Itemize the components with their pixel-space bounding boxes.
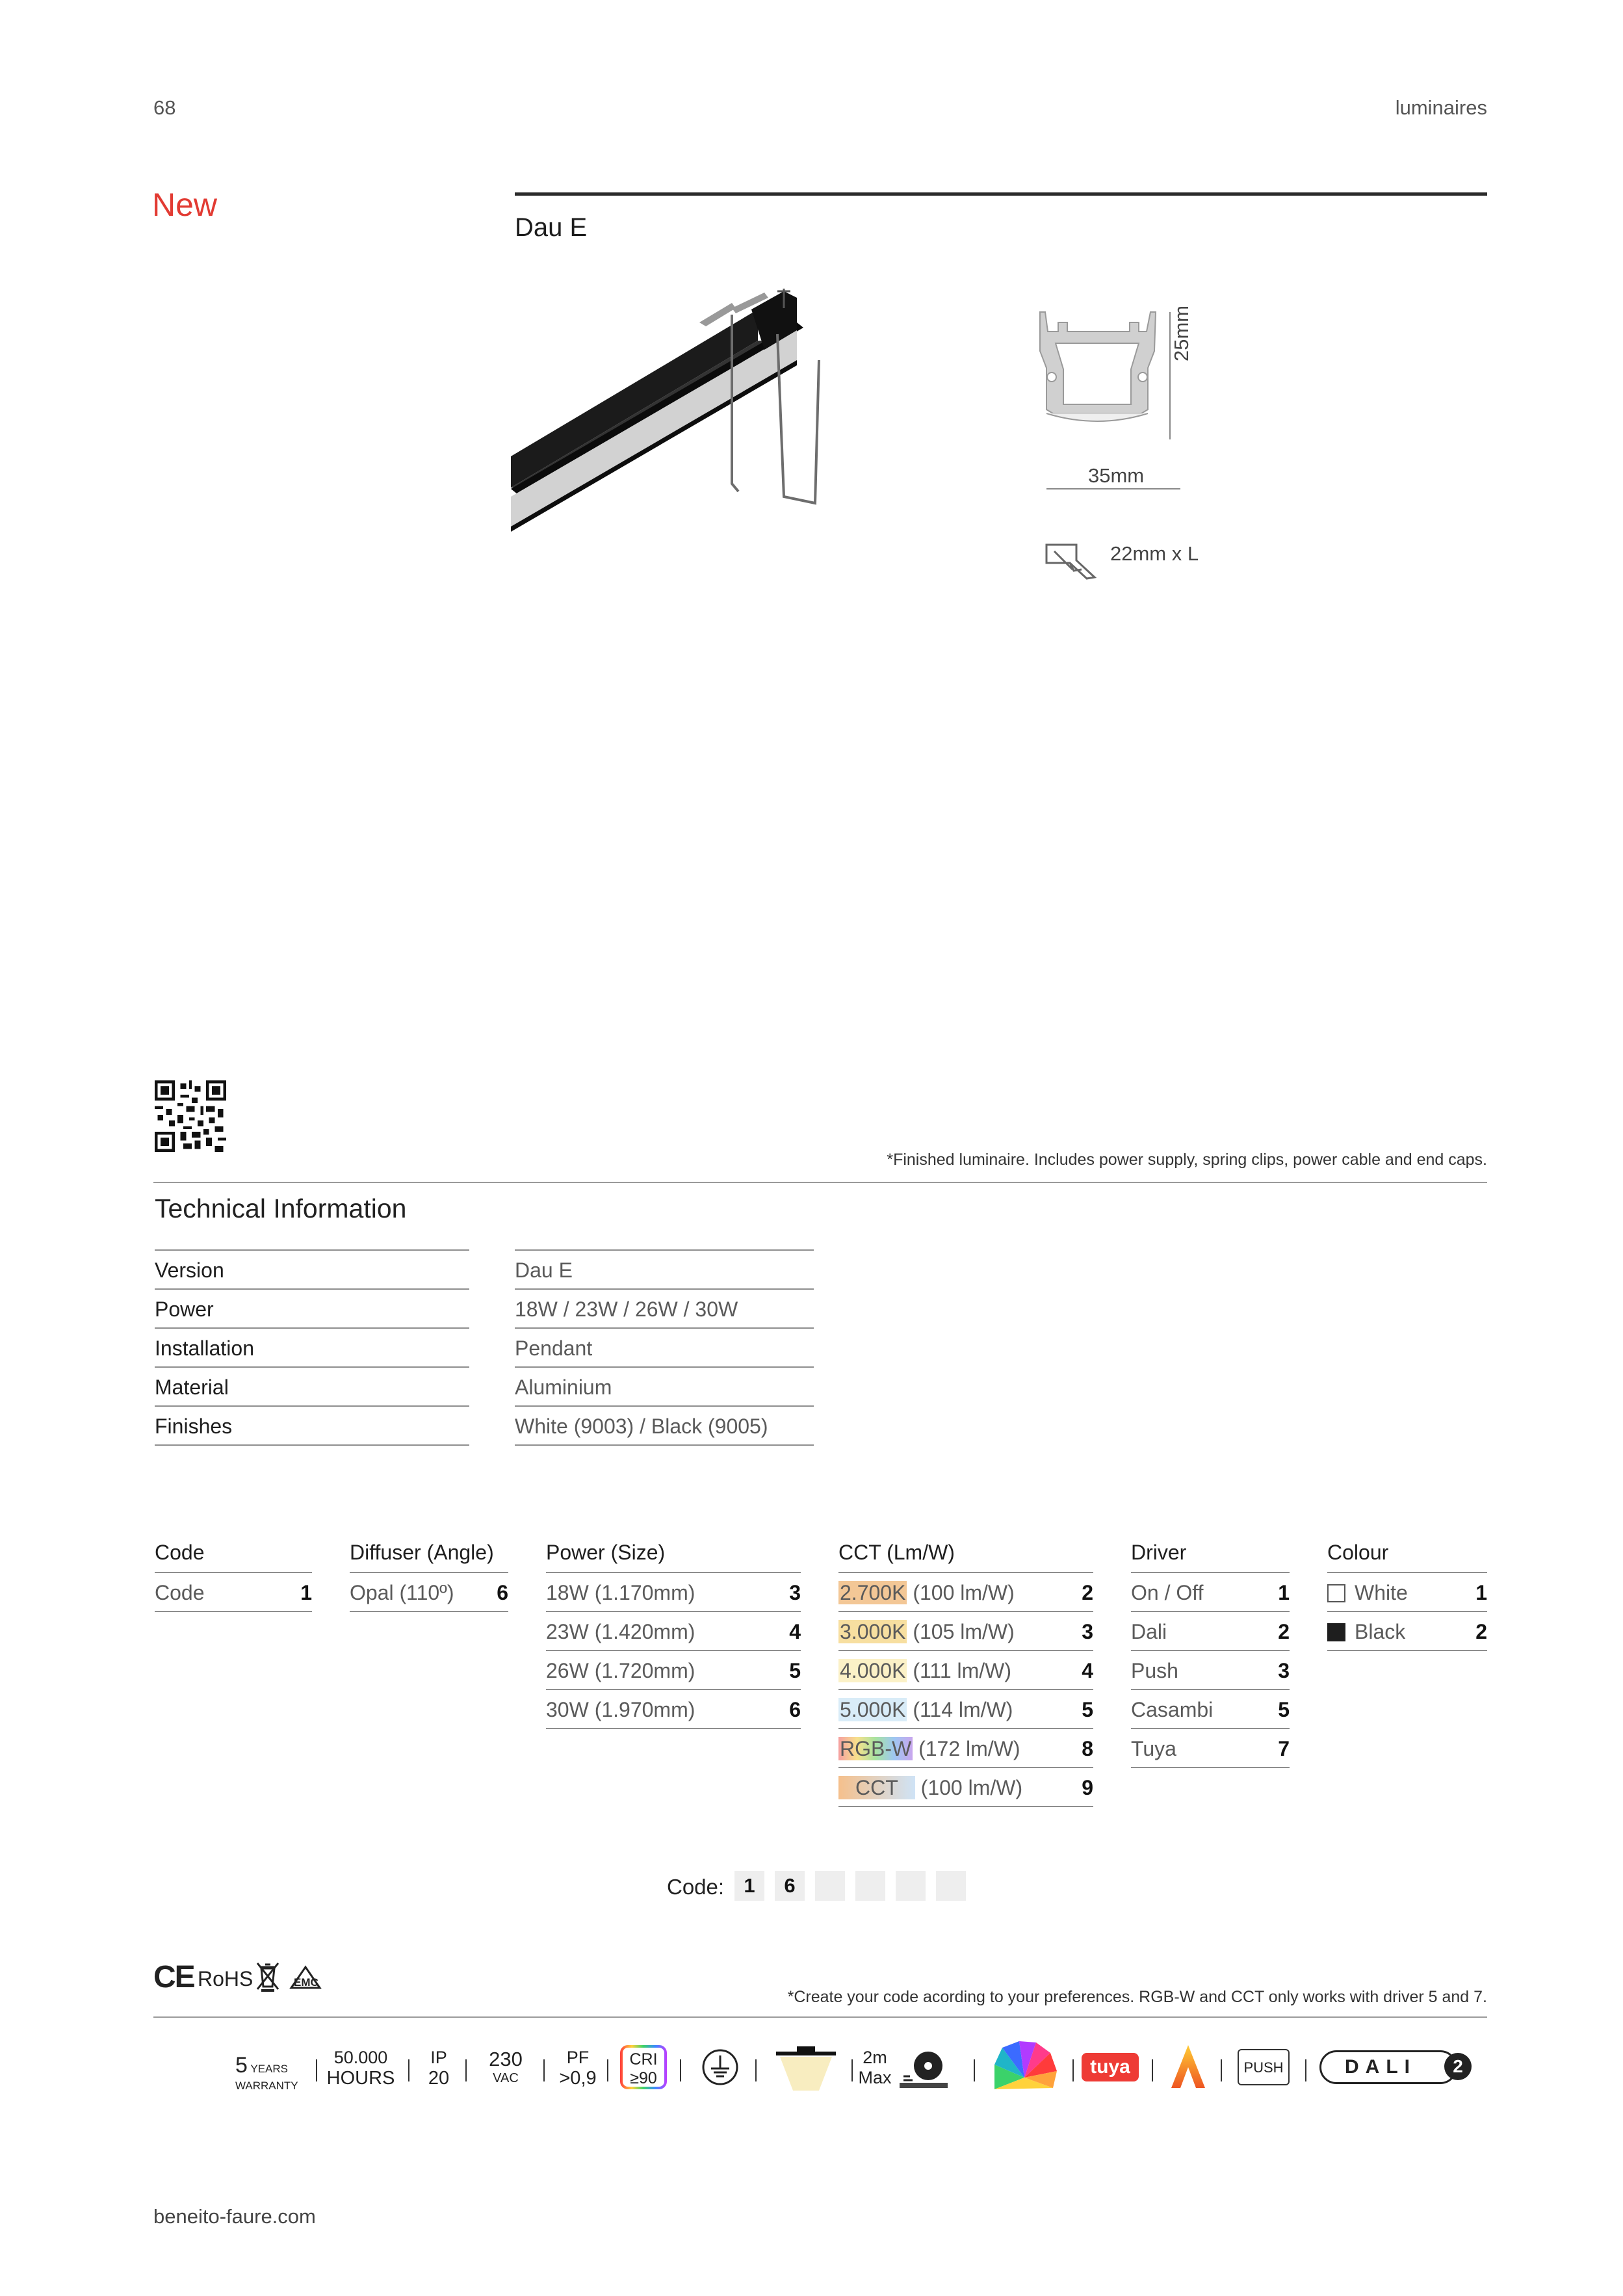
cct-option[interactable]	[838, 1767, 1093, 1806]
spec-label-finishes: Finishes	[155, 1405, 469, 1444]
option-label: Black	[1355, 1620, 1406, 1643]
option-number: 4	[1082, 1659, 1093, 1682]
feature-separator	[543, 2059, 545, 2081]
ip-label: IP	[430, 2048, 447, 2067]
new-tag: New	[152, 187, 218, 223]
column-header-cct: CCT (Lm/W)	[838, 1541, 955, 1564]
code-slot[interactable]	[896, 1871, 926, 1901]
cut-out-size: 22mm x L	[1110, 542, 1199, 565]
cct-tag: 4.000K	[840, 1659, 906, 1682]
hours-label: HOURS	[326, 2068, 395, 2089]
white-swatch-icon	[1327, 1584, 1345, 1602]
earth-ground-icon	[701, 2048, 740, 2087]
feature-separator	[607, 2059, 608, 2081]
feature-separator	[465, 2059, 467, 2081]
colour-option[interactable]	[1327, 1572, 1487, 1611]
option-label: Push	[1131, 1659, 1178, 1682]
option-number: 9	[1082, 1776, 1093, 1799]
option-number: 1	[1278, 1581, 1290, 1604]
product-name: Dau E	[515, 213, 588, 242]
feature-separator	[1305, 2059, 1306, 2081]
cct-option[interactable]	[838, 1572, 1093, 1611]
cri-label: CRI	[629, 2050, 658, 2068]
spec-table-end	[155, 1444, 469, 1446]
cct-option[interactable]	[838, 1611, 1093, 1650]
page-number: 68	[153, 96, 176, 119]
warranty-years: YEARS	[250, 2063, 289, 2075]
column-header-code: Code	[155, 1541, 205, 1564]
column-end	[155, 1611, 312, 1612]
product-image	[511, 289, 862, 594]
cable-length: 2m	[863, 2048, 887, 2067]
option-number: 5	[789, 1659, 801, 1682]
voltage-badge	[474, 2048, 537, 2086]
section-divider	[153, 1182, 1487, 1183]
title-divider	[515, 192, 1487, 196]
cct-option[interactable]	[838, 1650, 1093, 1689]
pf-label: PF	[566, 2048, 590, 2067]
tuya-logo: tuya	[1082, 2053, 1139, 2081]
option-number: 7	[1278, 1737, 1290, 1760]
column-header-driver: Driver	[1131, 1541, 1187, 1564]
cct-tag: CCT	[838, 1776, 915, 1799]
spec-value-finishes: White (9003) / Black (9005)	[515, 1405, 814, 1444]
dimension-height: 25mm	[1170, 305, 1193, 361]
option-number: 6	[497, 1581, 508, 1604]
code-slot[interactable]	[815, 1871, 845, 1901]
spec-label-power: Power	[155, 1288, 469, 1327]
option-number: 6	[789, 1698, 801, 1721]
dimension-width: 35mm	[1088, 464, 1145, 487]
dali-logo	[1319, 2050, 1457, 2084]
cct-efficacy: (111 lm/W)	[913, 1659, 1012, 1682]
feature-separator	[1072, 2059, 1074, 2081]
driver-option[interactable]	[1131, 1689, 1290, 1728]
rohs-mark: RoHS	[198, 1967, 253, 1990]
feature-separator	[755, 2059, 757, 2081]
option-label: 23W (1.420mm)	[546, 1620, 695, 1643]
warranty-number: 5	[235, 2053, 248, 2078]
feature-separator	[1221, 2059, 1222, 2081]
code-slot[interactable]	[936, 1871, 966, 1901]
option-number: 1	[300, 1581, 312, 1604]
dali-text: DALI	[1345, 2056, 1416, 2078]
spec-value-power: 18W / 23W / 26W / 30W	[515, 1288, 814, 1327]
option-number: 5	[1278, 1698, 1290, 1721]
voltage-number: 230	[489, 2048, 523, 2070]
driver-option[interactable]	[1131, 1728, 1290, 1767]
option-number: 2	[1082, 1581, 1093, 1604]
option-number: 3	[1082, 1620, 1093, 1643]
hours-number: 50.000	[333, 2048, 388, 2067]
casambi-logo-icon	[1170, 2044, 1206, 2089]
cable-max: Max	[858, 2068, 892, 2087]
feature-separator	[1152, 2059, 1153, 2081]
cct-efficacy: (114 lm/W)	[913, 1698, 1013, 1721]
qr-code[interactable]	[155, 1080, 226, 1152]
cct-efficacy: (172 lm/W)	[918, 1737, 1020, 1760]
spec-value-installation: Pendant	[515, 1327, 814, 1366]
cri-value: ≥90	[630, 2069, 657, 2087]
option-number: 4	[789, 1620, 801, 1643]
driver-option[interactable]	[1131, 1650, 1290, 1689]
voltage-label: VAC	[493, 2071, 519, 2085]
option-label: Opal (110º)	[350, 1581, 454, 1604]
option-label: 18W (1.170mm)	[546, 1581, 695, 1604]
cct-tag: 2.700K	[840, 1581, 906, 1604]
column-header-diffuser: Diffuser (Angle)	[350, 1541, 494, 1564]
ce-mark: CE	[153, 1960, 194, 1994]
spec-label-material: Material	[155, 1366, 469, 1405]
saw-cut-icon	[900, 2046, 948, 2092]
option-number: 2	[1278, 1620, 1290, 1643]
pf-value: >0,9	[559, 2068, 597, 2089]
option-label: Casambi	[1131, 1698, 1214, 1721]
option-number: 2	[1475, 1620, 1487, 1643]
cct-tag: 5.000K	[840, 1698, 906, 1721]
feature-separator	[851, 2059, 853, 2081]
driver-option[interactable]	[1131, 1611, 1290, 1650]
spec-label-version: Version	[155, 1249, 469, 1288]
cct-tag: 3.000K	[840, 1620, 906, 1643]
code-option[interactable]	[155, 1572, 312, 1611]
column-end	[546, 1728, 801, 1729]
column-header-colour: Colour	[1327, 1541, 1389, 1564]
power-option[interactable]	[546, 1650, 801, 1689]
rgb-colour-fan-icon	[988, 2039, 1061, 2097]
option-number: 8	[1082, 1737, 1093, 1760]
option-number: 3	[1278, 1659, 1290, 1682]
warranty-badge	[235, 2053, 307, 2093]
spec-table-end	[515, 1444, 814, 1446]
cct-efficacy: (100 lm/W)	[913, 1581, 1015, 1604]
spec-label-installation: Installation	[155, 1327, 469, 1366]
black-swatch-icon	[1327, 1623, 1345, 1641]
emc-mark	[289, 1964, 322, 1990]
feature-separator	[974, 2059, 975, 2081]
cable-length-badge	[855, 2048, 894, 2088]
weee-bin-icon	[255, 1961, 281, 1993]
code-slot[interactable]	[855, 1871, 885, 1901]
website-link[interactable]: beneito-faure.com	[153, 2205, 316, 2228]
option-label: Code	[155, 1581, 205, 1604]
cct-tag: RGB-W	[840, 1737, 912, 1760]
feature-separator	[316, 2059, 317, 2081]
power-option[interactable]	[546, 1689, 801, 1728]
section-title: luminaires	[1395, 96, 1487, 119]
cct-efficacy: (105 lm/W)	[913, 1620, 1015, 1643]
emc-text: EMC	[294, 1976, 318, 1989]
cut-out-icon	[1044, 538, 1098, 581]
option-label: Dali	[1131, 1620, 1167, 1643]
column-end	[350, 1611, 508, 1612]
code-slot[interactable]: 1	[734, 1871, 764, 1901]
power-option[interactable]	[546, 1611, 801, 1650]
colour-option[interactable]	[1327, 1611, 1487, 1650]
code-builder-label: Code:	[667, 1875, 725, 1899]
option-label: On / Off	[1131, 1581, 1204, 1604]
pendant-light-icon	[773, 2045, 838, 2091]
finished-luminaire-note: *Finished luminaire. Includes power supply, spring clips, power cable and end caps.	[887, 1151, 1487, 1169]
option-label: Tuya	[1131, 1737, 1176, 1760]
option-number: 5	[1082, 1698, 1093, 1721]
technical-info-title: Technical Information	[155, 1194, 407, 1223]
option-label: White	[1355, 1581, 1408, 1604]
code-slot[interactable]: 6	[775, 1871, 805, 1901]
column-end	[838, 1806, 1093, 1807]
cct-option[interactable]	[838, 1689, 1093, 1728]
dali-2-badge: 2	[1444, 2053, 1472, 2080]
feature-separator	[408, 2059, 409, 2081]
column-header-power: Power (Size)	[546, 1541, 666, 1564]
column-end	[1327, 1650, 1487, 1651]
ip-rating: 20	[428, 2068, 450, 2089]
cct-efficacy: (100 lm/W)	[920, 1776, 1023, 1799]
spec-value-material: Aluminium	[515, 1366, 814, 1405]
code-note: *Create your code acording to your preferences. RGB-W and CCT only works with driver 5 and 7.	[787, 1988, 1487, 2006]
ip-badge	[417, 2048, 460, 2089]
feature-separator	[680, 2059, 681, 2081]
push-badge: PUSH	[1238, 2049, 1290, 2085]
diffuser-option[interactable]	[350, 1572, 508, 1611]
option-number: 3	[789, 1581, 801, 1604]
cct-option[interactable]	[838, 1728, 1093, 1767]
option-label: 26W (1.720mm)	[546, 1659, 695, 1682]
spec-value-version: Dau E	[515, 1249, 814, 1288]
option-number: 1	[1475, 1581, 1487, 1604]
option-label: 30W (1.970mm)	[546, 1698, 695, 1721]
hours-badge	[325, 2048, 396, 2089]
feature-divider	[153, 2016, 1487, 2018]
warranty-label: WARRANTY	[235, 2080, 298, 2092]
column-end	[1131, 1767, 1290, 1768]
power-option[interactable]	[546, 1572, 801, 1611]
power-factor-badge	[550, 2048, 606, 2089]
cri-badge	[620, 2045, 667, 2089]
driver-option[interactable]	[1131, 1572, 1290, 1611]
